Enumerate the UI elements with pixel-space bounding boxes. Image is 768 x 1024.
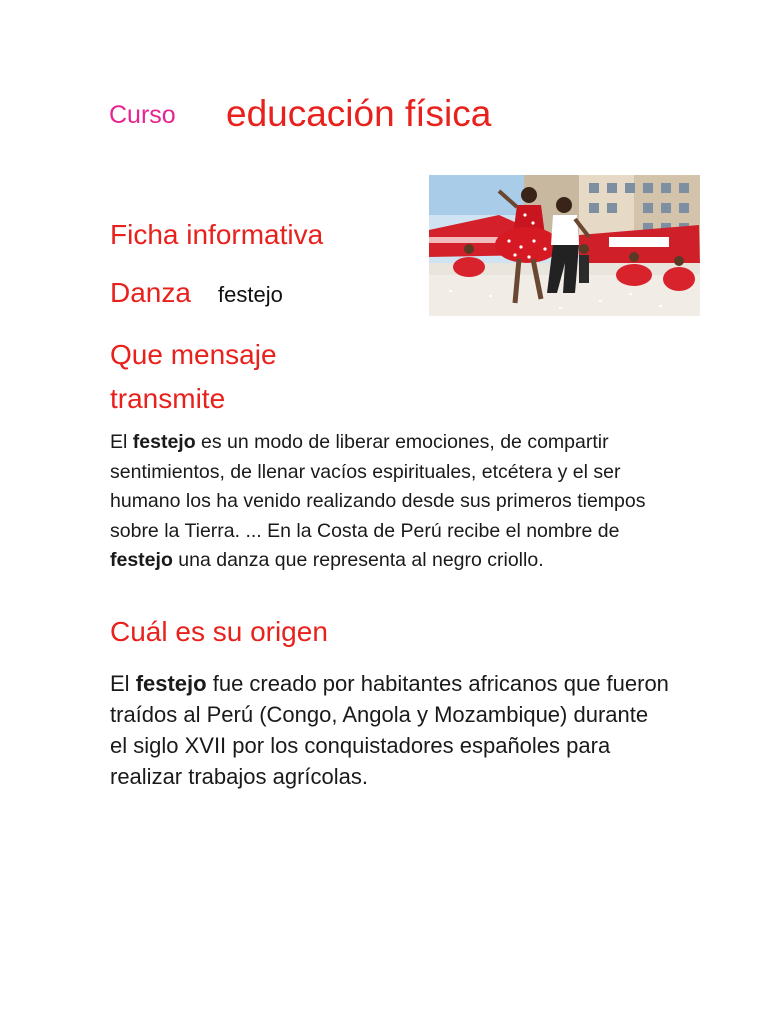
danza-label: Danza	[110, 277, 191, 308]
course-name: educación física	[226, 93, 492, 134]
origen-paragraph: El festejo fue creado por habitantes africanos que fueron traídos al Perú (Congo, Angola y Mozambique) durante el siglo XVII por los conquistadores españoles para realizar trabajos agrícolas.	[110, 671, 669, 789]
ficha-title: Ficha informativa	[110, 219, 324, 250]
mensaje-line-1: Que mensaje	[110, 339, 277, 370]
mensaje-line-2: transmite	[110, 383, 226, 414]
curso-label: Curso	[109, 101, 176, 129]
festejo-dancers-photo	[429, 175, 700, 316]
origen-heading: Cuál es su origen	[110, 616, 328, 647]
mensaje-heading	[110, 333, 277, 421]
danza-value: festejo	[218, 282, 283, 307]
mensaje-paragraph: El festejo es un modo de liberar emociones, de compartir sentimientos, de llenar vacíos espirituales, etcétera y el ser humano los ha venido realizando desde sus primeros tiempos sobre la Tierra. ... En la Costa de Perú recibe el nombre de festejo una danza que representa al negro criollo.	[110, 431, 646, 571]
